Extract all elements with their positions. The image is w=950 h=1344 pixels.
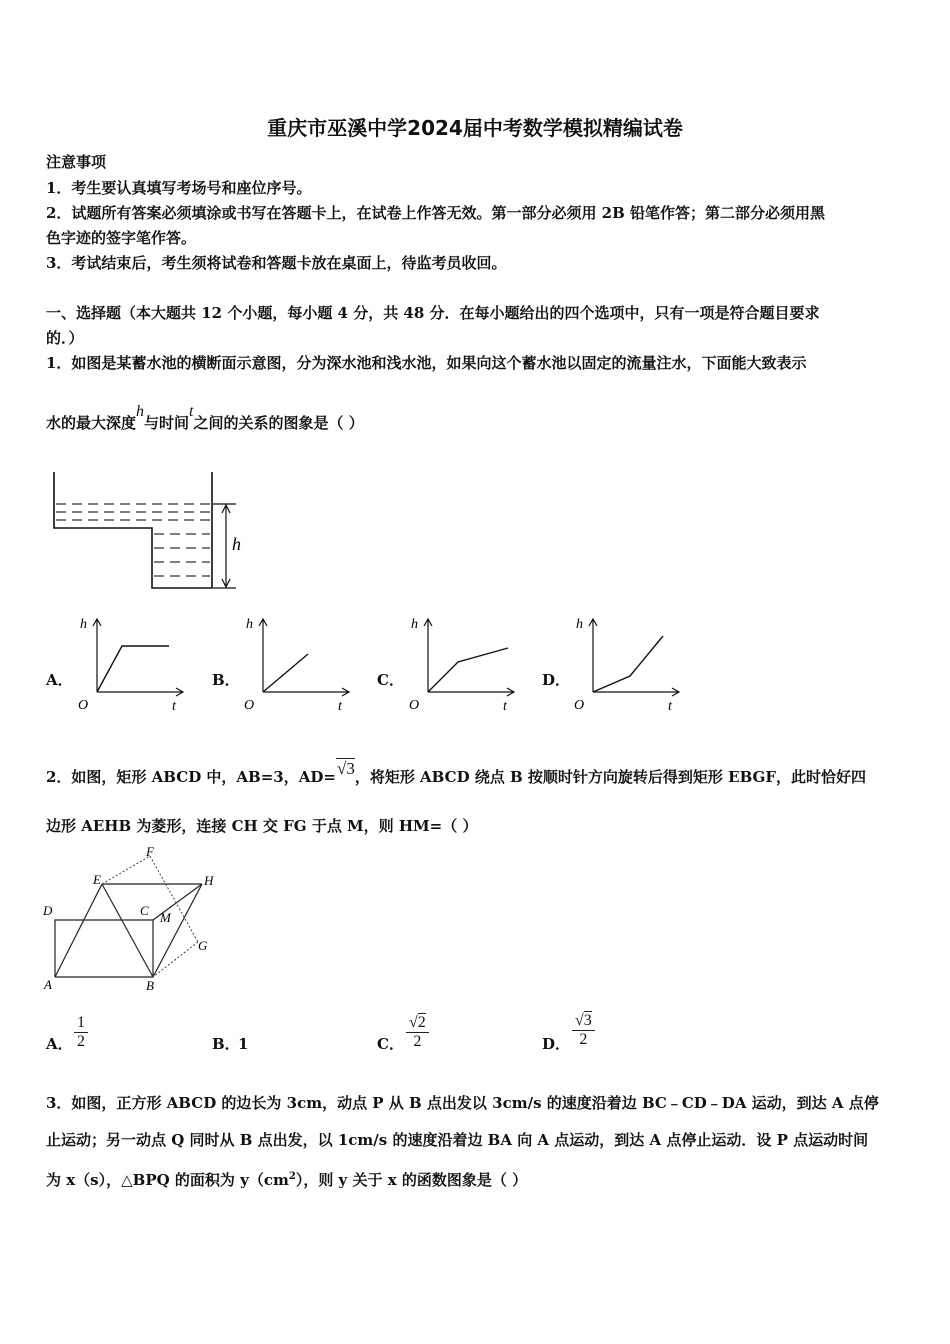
q1-option-d-label[interactable]: D． xyxy=(542,671,571,689)
svg-text:O: O xyxy=(574,698,585,713)
notice-item-2a: 2．试题所有答案必须填涂或书写在答题卡上，在试卷上作答无效。第一部分必须用 2B 铅笔作答；第二部分必须用黑 xyxy=(46,204,826,222)
q2-line2: 边形 AEHB 为菱形，连接 CH 交 FG 于点 M，则 HM=（ ） xyxy=(46,817,478,835)
svg-text:h: h xyxy=(246,617,253,632)
svg-text:O: O xyxy=(78,698,89,713)
q3-line2: 止运动；另一动点 Q 同时从 B 点出发，以 1cm/s 的速度沿着边 BA 向 A 点运动，到达 A 点停止运动．设 P 点运动时间 xyxy=(46,1131,869,1149)
q1-option-a-label[interactable]: A． xyxy=(46,671,73,689)
q2-option-b-label[interactable]: B． xyxy=(212,1035,240,1053)
curve-b xyxy=(263,654,308,692)
diagram-h-label: h xyxy=(232,534,241,554)
var-h: h xyxy=(136,403,145,420)
svg-text:M: M xyxy=(160,910,171,925)
svg-text:E: E xyxy=(93,872,101,887)
svg-text:h: h xyxy=(80,617,87,632)
svg-text:G: G xyxy=(198,938,208,953)
curve-a xyxy=(97,646,169,692)
q3-line3: 为 x（s），△BPQ 的面积为 $y(cm^2)$，则 y 关于 x 的函数图象是（ ） xyxy=(46,1171,528,1189)
q2-line1: 2．如图，矩形 ABCD 中，AB=3，AD=√3，将矩形 ABCD 绕点 B 按顺时针方向旋转后得到矩形 EBGF，此时恰好四 xyxy=(46,759,866,786)
reservoir-diagram xyxy=(50,468,240,596)
rectangle-rotation-diagram xyxy=(40,842,220,992)
q2-option-a-value[interactable]: $\frac{1}{2}$ xyxy=(74,1014,88,1051)
page-title: 重庆市巫溪中学2024届中考数学模拟精编试卷 xyxy=(267,116,683,140)
notice-item-1: 1．考生要认真填写考场号和座位序号。 xyxy=(46,179,312,197)
q1-option-b-label[interactable]: B． xyxy=(212,671,240,689)
q2-option-d-value[interactable]: $\frac{√3}{2}$ xyxy=(572,1012,595,1049)
notice-item-2b: 色字迹的签字笔作答。 xyxy=(46,229,197,247)
q2-option-d-label[interactable]: D． xyxy=(542,1035,571,1053)
q1-graph-b[interactable] xyxy=(238,612,358,714)
svg-text:D: D xyxy=(43,903,53,918)
section1-heading-a: 一、选择题（本大题共 12 个小题，每小题 4 分，共 48 分．在每小题给出的四个选项中，只有一项是符合题目要求 xyxy=(46,304,820,322)
sqrt3: √3 xyxy=(336,759,355,778)
q2-option-a-label[interactable]: A． xyxy=(46,1035,73,1053)
svg-text:h: h xyxy=(411,617,418,632)
svg-text:t: t xyxy=(172,699,176,714)
svg-text:t: t xyxy=(503,699,507,714)
svg-text:t: t xyxy=(668,699,672,714)
q1-graph-a[interactable] xyxy=(72,612,192,714)
q1-graph-c[interactable] xyxy=(403,612,523,714)
svg-text:O: O xyxy=(244,698,255,713)
svg-text:A: A xyxy=(44,977,52,992)
q1-line1: 1．如图是某蓄水池的横断面示意图，分为深水池和浅水池，如果向这个蓄水池以固定的流量注水，下面能大致表示 xyxy=(46,354,807,372)
svg-text:h: h xyxy=(576,617,583,632)
curve-d xyxy=(593,636,663,692)
svg-text:F: F xyxy=(146,844,154,859)
q2-option-c-value[interactable]: $\frac{√2}{2}$ xyxy=(406,1014,429,1051)
section1-heading-b: 的．） xyxy=(46,329,84,347)
var-t: t xyxy=(189,403,194,420)
q1-line2: 水的最大深度h与时间t之间的关系的图象是（ ） xyxy=(46,403,364,432)
svg-text:B: B xyxy=(146,978,154,993)
q3-line1: 3．如图，正方形 ABCD 的边长为 3cm，动点 P 从 B 点出发以 3cm/s 的速度沿着边 BC﹣CD﹣DA 运动，到达 A 点停 xyxy=(46,1094,879,1112)
curve-c xyxy=(428,648,508,692)
svg-text:t: t xyxy=(338,699,342,714)
svg-text:C: C xyxy=(140,903,149,918)
q2-option-c-label[interactable]: C． xyxy=(377,1035,404,1053)
q2-option-b-value[interactable]: 1 xyxy=(238,1035,249,1053)
q1-graph-d[interactable] xyxy=(568,612,688,714)
notice-heading: 注意事项 xyxy=(46,153,107,171)
q1-option-c-label[interactable]: C． xyxy=(377,671,404,689)
notice-item-3: 3．考试结束后，考生须将试卷和答题卡放在桌面上，待监考员收回。 xyxy=(46,254,507,272)
svg-text:H: H xyxy=(204,873,214,888)
svg-text:O: O xyxy=(409,698,420,713)
